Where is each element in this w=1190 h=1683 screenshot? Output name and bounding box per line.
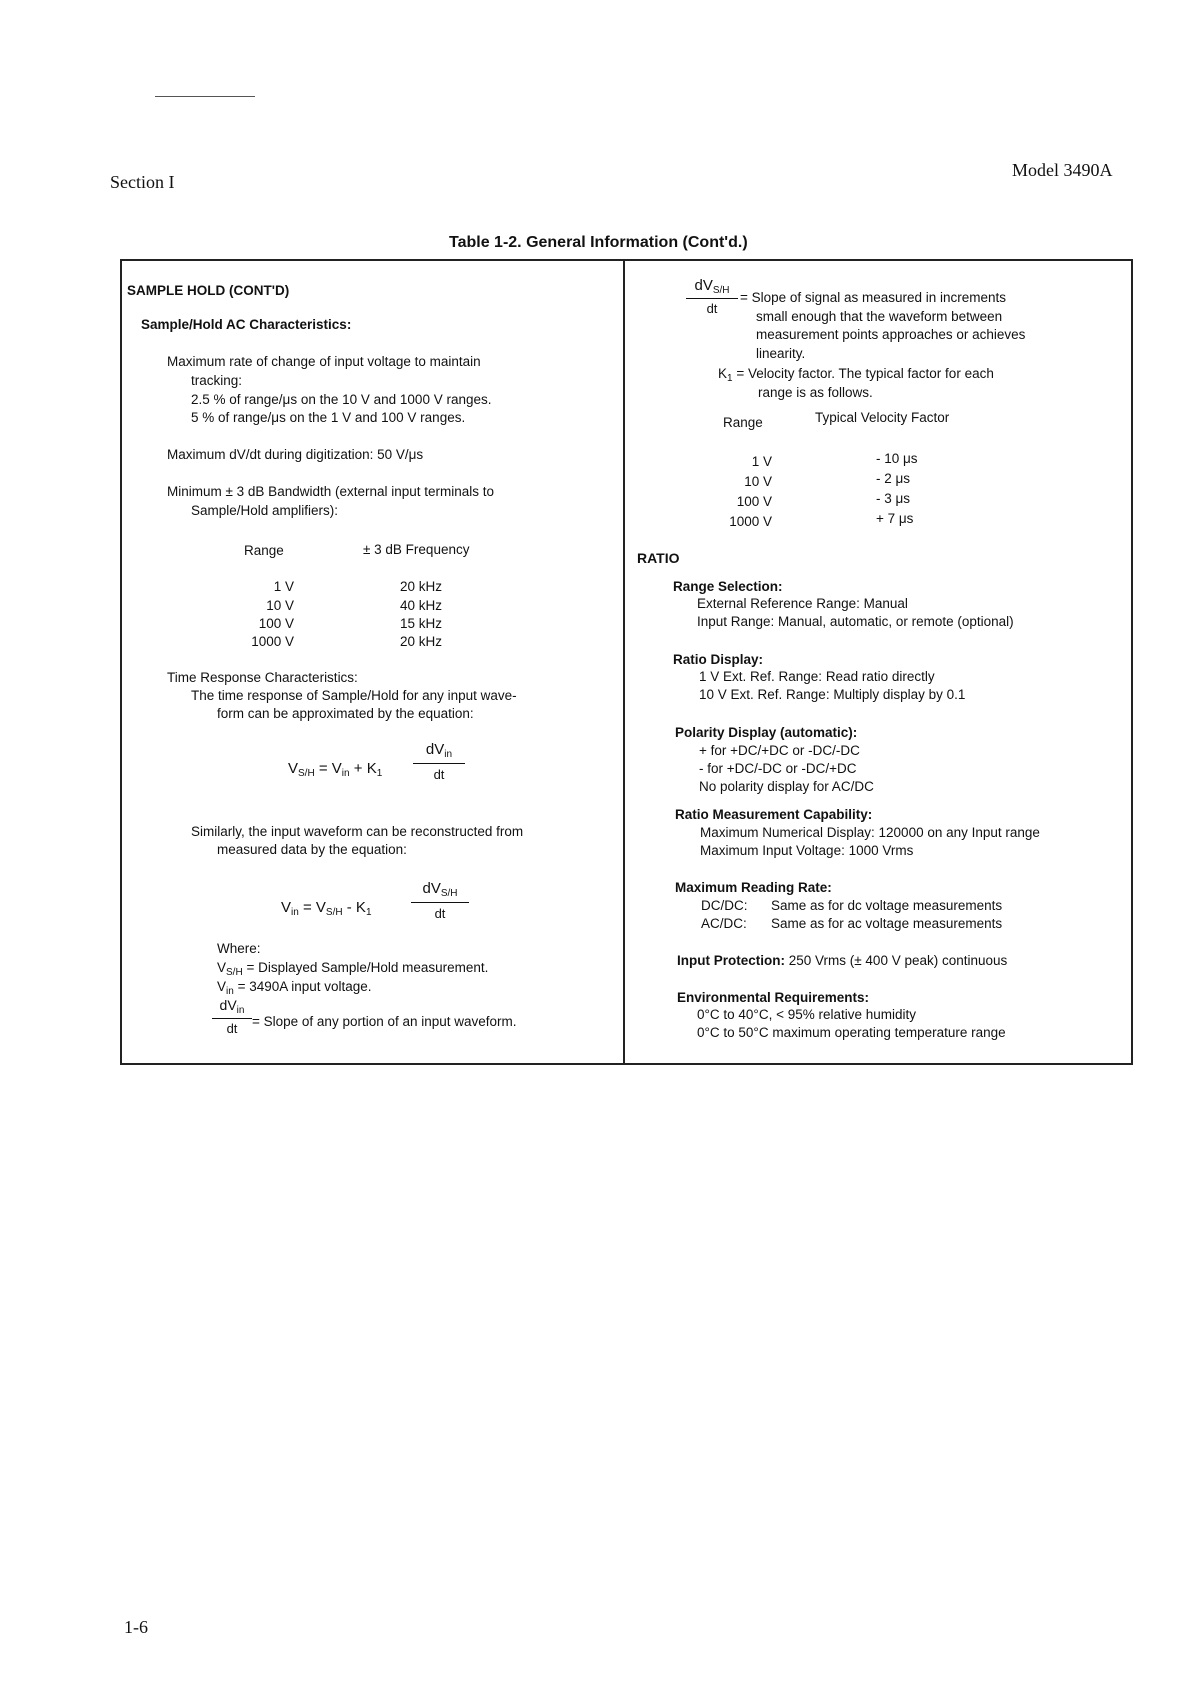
time-response-line: The time response of Sample/Hold for any input wave- <box>191 688 517 703</box>
ac-characteristics-heading: Sample/Hold AC Characteristics: <box>141 317 352 332</box>
slope-line: small enough that the waveform between <box>756 309 1003 324</box>
reading-rate-label: AC/DC: <box>701 916 747 931</box>
bandwidth-line: Sample/Hold amplifiers): <box>191 503 339 518</box>
max-rate-line: 2.5 % of range/μs on the 10 V and 1000 V ranges. <box>191 392 492 407</box>
column-divider <box>623 259 625 1065</box>
bw-range-cell: 10 V <box>266 598 294 613</box>
max-rate-line: tracking: <box>191 373 243 388</box>
model-label: Model 3490A <box>1012 160 1113 180</box>
capability-line: Maximum Input Voltage: 1000 Vrms <box>700 843 914 858</box>
environmental-line: 0°C to 50°C maximum operating temperature range <box>697 1025 1006 1040</box>
vel-col-range: Range <box>723 415 763 430</box>
k1-line: range is as follows. <box>758 385 873 400</box>
vel-range-cell: 1000 V <box>729 514 772 529</box>
bw-freq-cell: 15 kHz <box>400 616 443 631</box>
reading-rate-value: Same as for ac voltage measurements <box>771 916 1003 931</box>
section-label: Section I <box>110 172 175 192</box>
similar-line: measured data by the equation: <box>217 842 407 857</box>
where-item: $V_{S/H}$ = Displayed Sample/Hold measurement. <box>217 960 489 978</box>
capability-heading: Ratio Measurement Capability: <box>675 807 873 822</box>
max-dvdt: Maximum dV/dt during digitization: 50 V/μs <box>167 447 424 462</box>
page-number: 1-6 <box>124 1617 148 1637</box>
k1-line: $K_1$ = Velocity factor. The typical factor for each <box>718 366 994 384</box>
ratio-display-heading: Ratio Display: <box>673 652 764 667</box>
sample-hold-heading: SAMPLE HOLD (CONT'D) <box>127 283 290 298</box>
bw-freq-cell: 20 kHz <box>400 634 443 649</box>
range-selection-line: External Reference Range: Manual <box>697 596 908 611</box>
equation-2: $V_{in} = V_{S/H} - K_1$ <box>281 899 372 918</box>
bw-range-cell: 100 V <box>258 616 294 631</box>
range-selection-heading: Range Selection: <box>673 579 783 594</box>
where-label: Where: <box>217 941 261 956</box>
time-response-heading: Time Response Characteristics: <box>167 670 358 685</box>
reading-rate-heading: Maximum Reading Rate: <box>675 880 832 895</box>
similar-line: Similarly, the input waveform can be reconstructed from <box>191 824 524 839</box>
bw-range-cell: 1 V <box>273 579 294 594</box>
input-protection: Input Protection: 250 Vrms (± 400 V peak) continuous <box>677 953 1008 968</box>
top-rule <box>155 96 255 97</box>
vel-col-factor: Typical Velocity Factor <box>815 410 950 425</box>
bw-freq-cell: 20 kHz <box>400 579 443 594</box>
range-selection-line: Input Range: Manual, automatic, or remote (optional) <box>697 614 1014 629</box>
environmental-heading: Environmental Requirements: <box>677 990 870 1005</box>
ratio-display-line: 1 V Ext. Ref. Range: Read ratio directly <box>699 669 935 684</box>
vel-factor-cell: - 10 μs <box>876 451 918 466</box>
ratio-heading: RATIO <box>637 550 680 566</box>
vel-factor-cell: - 2 μs <box>876 471 911 486</box>
capability-line: Maximum Numerical Display: 120000 on any Input range <box>700 825 1040 840</box>
environmental-line: 0°C to 40°C, < 95% relative humidity <box>697 1007 917 1022</box>
bandwidth-line: Minimum ± 3 dB Bandwidth (external input terminals to <box>167 484 495 499</box>
polarity-heading: Polarity Display (automatic): <box>675 725 858 740</box>
where-fraction: $dV_{in}$ dt <box>212 997 252 1036</box>
vel-factor-cell: - 3 μs <box>876 491 911 506</box>
max-rate-line: Maximum rate of change of input voltage to maintain <box>167 354 481 369</box>
slope-line: measurement points approaches or achieves <box>756 327 1026 342</box>
bw-col-range: Range <box>244 543 284 558</box>
bw-range-cell: 1000 V <box>251 634 294 649</box>
reading-rate-label: DC/DC: <box>701 898 748 913</box>
table-title: Table 1-2. General Information (Cont'd.) <box>449 234 748 251</box>
slope-line: linearity. <box>756 346 806 361</box>
polarity-line: - for +DC/-DC or -DC/+DC <box>699 761 857 776</box>
polarity-line: + for +DC/+DC or -DC/-DC <box>699 743 860 758</box>
max-rate-line: 5 % of range/μs on the 1 V and 100 V ranges. <box>191 410 466 425</box>
bw-col-frequency: ± 3 dB Frequency <box>363 542 470 557</box>
vel-factor-cell: + 7 μs <box>876 511 914 526</box>
bw-freq-cell: 40 kHz <box>400 598 443 613</box>
slope-fraction: $dV_{S/H}$ dt <box>686 277 738 316</box>
slope-line: = Slope of signal as measured in increments <box>740 290 1007 305</box>
ratio-display-line: 10 V Ext. Ref. Range: Multiply display by 0.1 <box>699 687 966 702</box>
vel-range-cell: 10 V <box>744 474 772 489</box>
vel-range-cell: 1 V <box>751 454 772 469</box>
time-response-line: form can be approximated by the equation: <box>217 706 474 721</box>
where-item: $V_{in} = 3490A$ input voltage. <box>217 979 372 997</box>
where-item: = Slope of any portion of an input waveform. <box>252 1014 517 1029</box>
equation-1: $V_{S/H} = V_{in} + K_1$ <box>288 760 383 779</box>
equation-2-fraction: $dV_{S/H}$ dt <box>411 880 469 921</box>
equation-1-fraction: $dV_{in}$ dt <box>413 741 465 782</box>
reading-rate-value: Same as for dc voltage measurements <box>771 898 1003 913</box>
polarity-line: No polarity display for AC/DC <box>699 779 874 794</box>
vel-range-cell: 100 V <box>736 494 772 509</box>
